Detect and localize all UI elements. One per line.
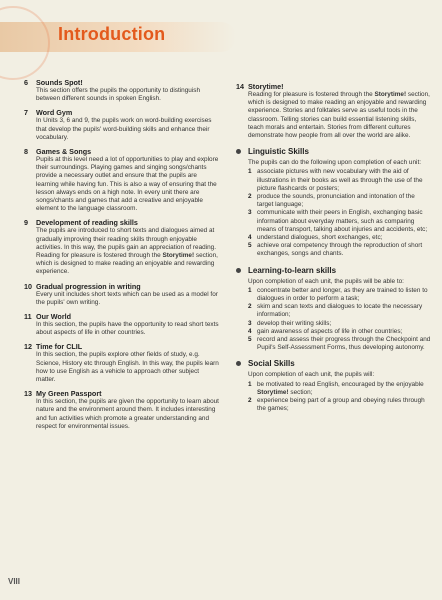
right-column [236,82,432,414]
page-title: Introduction [58,24,166,44]
section-body: In Units 3, 6 and 9, the pupils work on word-building exercises that develop the pupils' word-building skills and enhance their vocabulary. [36,117,212,141]
section-word-gym [24,108,219,142]
left-column [24,78,219,436]
section-games-songs [24,147,219,213]
section-number: 9 [24,218,28,228]
list-item: 5 record and assess their progress through the Checkpoint and Pupil's Self-Assessment Forms, thus developing autonomy. [248,336,431,352]
social-skills-intro: Upon completion of each unit, the pupils will: [248,371,375,379]
section-number: 10 [24,281,32,291]
list-item: 1 concentrate better and longer, as they are trained to listen to dialogues in order to perform a task; [248,286,428,303]
section-heading: Development of reading skills [36,218,138,228]
section-body: Every unit includes short texts which can be used as a model for the pupils' own writing. [36,290,218,306]
list-item: 3 communicate with their peers in English, exchanging basic information about everyday matters, such as comparing means of transport, talking about injuries and accidents, etc; [248,209,428,233]
section-number: 8 [24,147,28,157]
section-storytime [236,82,432,140]
section-body: This section offers the pupils the opportunity to distinguish between different sounds in spoken English. [36,87,201,103]
section-heading: Word Gym [36,108,73,118]
learning-skills-list [248,287,432,353]
section-body: In this section, the pupils have the opportunity to read short texts about aspects of life in other countries. [36,321,219,337]
list-item: 2 produce the sounds, pronunciation and intonation of the target language; [248,193,415,209]
page-number: VIII [8,577,21,586]
section-heading: Our World [36,312,72,322]
bullet-icon [236,361,241,366]
section-heading: Games & Songs [36,147,92,157]
section-body: The pupils are introduced to short texts and dialogues aimed at gradually improving their reading skills through enjoyable activities. In this way, the pupils gain an appreciation of reading. Reading for pleasure is fostered through the Storytime! section, which is designed to make reading an enjoyable and rewarding experience. [36,227,218,276]
social-skills-list [248,381,432,414]
list-item: 4 understand dialogues, short exchanges, etc; [248,234,383,242]
list-item: 2 experience being part of a group and obeying rules through the games; [248,397,425,413]
section-sounds-spot [24,78,219,103]
section-writing-progression [24,282,219,307]
learning-skills-heading: Learning-to-learn skills [236,266,432,275]
section-body: In this section, the pupils are given the opportunity to learn about nature and the environment around them. It includes interesting and fun activities which promote a greater understanding and respect for environmental issues. [36,398,219,430]
linguistic-skills-list [248,168,432,258]
linguistic-skills-intro: The pupils can do the following upon completion of each unit: [248,159,422,167]
section-green-passport [24,389,219,431]
bullet-icon [236,149,241,154]
section-number: 11 [24,312,32,322]
list-item: 3 develop their writing skills; [248,319,332,327]
section-reading-skills [24,218,219,276]
section-time-for-clil [24,342,219,384]
section-heading: My Green Passport [36,389,102,399]
learning-skills-intro: Upon completion of each unit, the pupils will be able to: [248,277,404,285]
section-number: 7 [24,108,28,118]
section-heading: Sounds Spot! [36,78,83,87]
section-body: Pupils at this level need a lot of opportunities to play and explore their surroundings. Playing games and singing songs/chants provide a necessary outlet and ensure that the pupils are learning while having fun. This is also a way of ensuring that the lesson always ends on a high note. In every unit there are songs/chants and games that add a creative and enjoyable element to the language classroom. [36,156,219,213]
storytime-highlight: Storytime! [257,388,289,396]
list-item: 1 associate pictures with new vocabulary with the aid of illustrations in their books as well as through the use of the picture flashcards or posters; [248,168,423,192]
section-body: In this section, the pupils explore other fields of study, e.g. Science, History etc through English. In this way, the pupils learn how to use English as a vehicle to approach other subject matter. [36,351,219,384]
section-our-world [24,312,219,337]
list-item: 1 be motivated to read English, encouraged by the enjoyable Storytime! section; [248,380,424,396]
section-number: 12 [24,342,32,352]
list-item: 5 achieve oral competency through the reproduction of short exchanges, songs and chants. [248,242,423,258]
list-item: 2 skim and scan texts and dialogues to locate the necessary information; [248,303,423,319]
linguistic-skills-heading: Linguistic Skills [236,147,432,156]
storytime-highlight: Storytime! [374,91,407,98]
section-body: Reading for pleasure is fostered through the Storytime! section, which is designed to make reading an enjoyable and rewarding experience. Stories and folktales serve as useful tools in the classroom. Telling stories can build essential listening skills, teach morals and entertain. Stories from different cultures demonstrate how people from all over the world are alike. [248,91,430,140]
section-heading: Storytime! [248,82,284,91]
bullet-icon [236,268,241,273]
section-number: 6 [24,78,28,87]
section-heading: Time for CLIL [36,342,83,352]
section-heading: Gradual progression in writing [36,281,141,291]
social-skills-heading: Social Skills [236,359,432,368]
storytime-highlight: Storytime! [162,252,195,260]
smiley-logo-icon [0,6,50,80]
list-item: 4 gain awareness of aspects of life in other countries; [248,327,403,335]
section-number: 14 [236,82,244,91]
section-number: 13 [24,389,32,399]
